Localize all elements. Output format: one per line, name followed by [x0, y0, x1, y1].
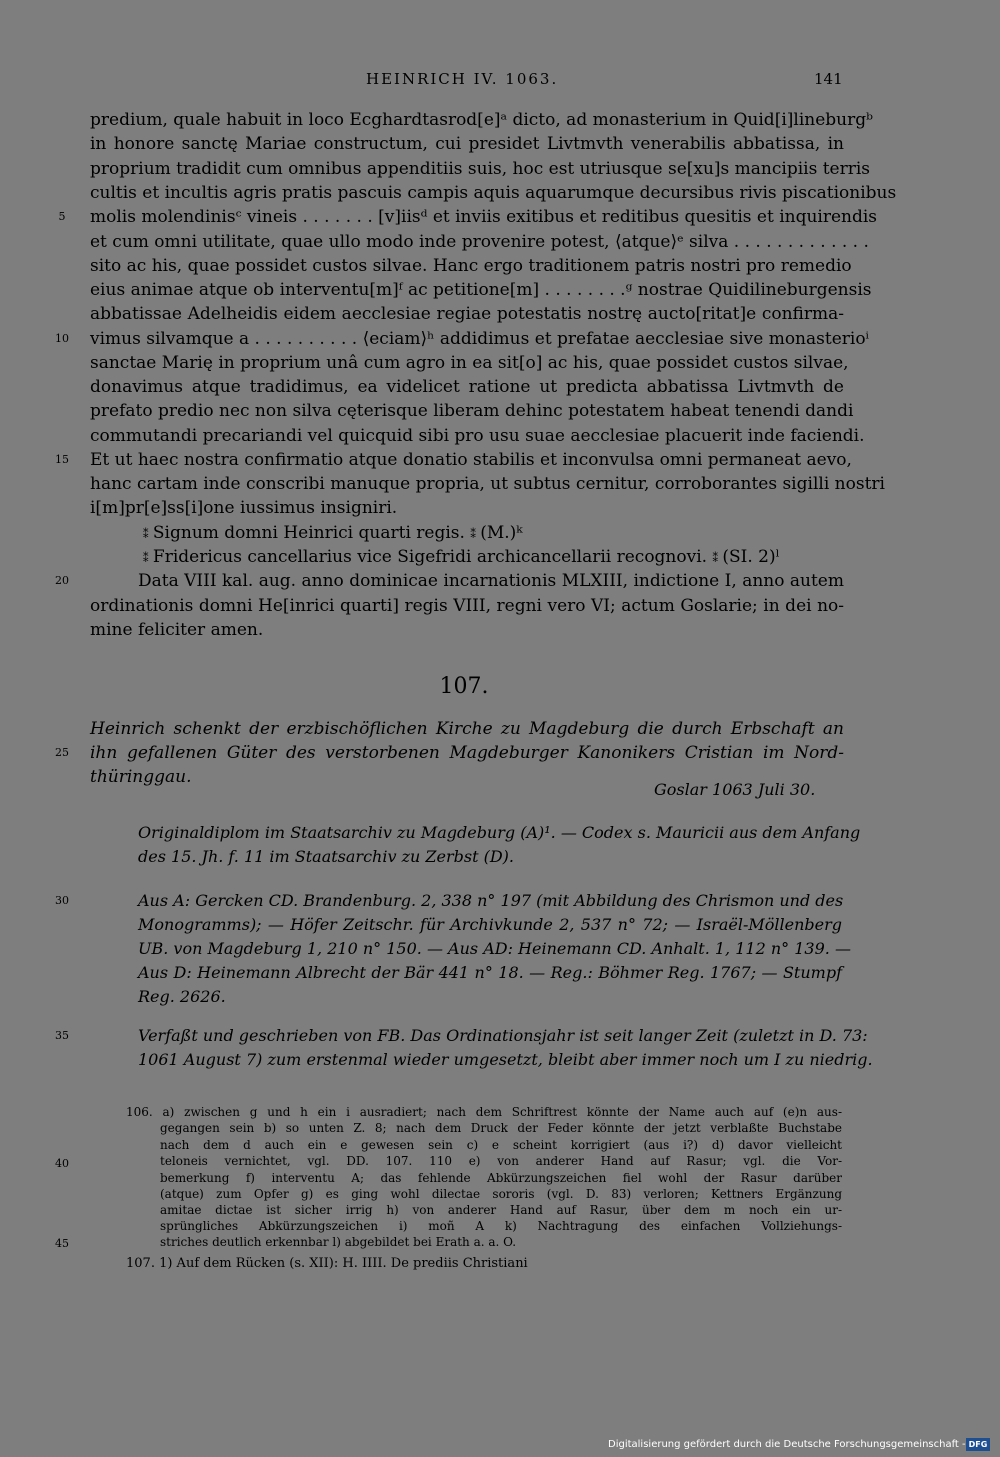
page-number: 141 [814, 70, 843, 88]
line-number: 15 [55, 453, 69, 466]
text-line: vimus silvamque a . . . . . . . . . . ⟨eciam⟩ʰ addidimus et prefatae aecclesiae sive monasterioⁱ [90, 329, 869, 349]
footnote-line: bemerkung f) interventu A; das fehlende Abkürzungszeichen fiel wohl der Rasur darüber [160, 1171, 842, 1185]
recognition-text: Fridericus cancellarius vice Sigefridi archicancellarii recognovi. [152, 547, 708, 567]
editions-line: Monogramms); — Höfer Zeitschr. für Archivkunde 2, 537 n° 72; — Israël-Möllenberg [138, 915, 842, 934]
line-number: 25 [55, 746, 69, 759]
signum-text: Signum domni Heinrici quarti regis. [152, 523, 465, 543]
headnote-line: ihn gefallenen Güter des verstorbenen Magdeburger Kanonikers Cristian im Nord- [90, 743, 844, 763]
footnote-line: (atque) zum Opfer g) es ging wohl dilectae sororis (vgl. D. 83) verloren; Kettners Ergänzung [160, 1187, 842, 1201]
recognition-tail: (SI. 2)ˡ [722, 547, 780, 567]
document-number: 107. [439, 674, 489, 699]
footnote-line: amitae dictae ist sicher irrig h) von anderer Hand auf Rasur, über dem m noch ein ur- [160, 1203, 842, 1217]
headnote-line: Heinrich schenkt der erzbischöflichen Kirche zu Magdeburg die durch Erbschaft an [90, 719, 844, 739]
signum-mark: ⁑ [143, 528, 148, 541]
footnote-line: nach dem d auch ein e gewesen sein c) e scheint korrigiert (aus i?) d) davor vielleicht [160, 1138, 842, 1152]
text-line: sanctae Marię in proprium unâ cum agro in ea sit[o] ac his, quae possidet custos silvae, [90, 353, 849, 373]
editions-line: Aus A: Gercken CD. Brandenburg. 2, 338 n° 197 (mit Abbildung des Chrismon und des [138, 891, 844, 910]
running-title: HEINRICH IV. 1063. [366, 70, 559, 88]
footnote-line: sprüngliches Abkürzungszeichen i) moñ A k) Nachtragung des einfachen Vollziehungs- [160, 1219, 842, 1233]
footnote-line: gegangen sein b) so unten Z. 8; nach dem Druck der Feder könnte der jetzt verblaßte Buchstabe [160, 1121, 842, 1135]
text-line: prefato predio nec non silva cęterisque liberam dehinc potestatem habeat tenendi dandi [90, 401, 854, 421]
footnote-line: teloneis vernichtet, vgl. DD. 107. 110 e) von anderer Hand auf Rasur; vgl. die Vor- [160, 1154, 842, 1168]
text-line: predium, quale habuit in loco Ecghardtasrod[e]ᵃ dicto, ad monasterium in Quid[i]lineburgᵇ [90, 110, 873, 130]
editions-line: Aus D: Heinemann Albrecht der Bär 441 n° 18. — Reg.: Böhmer Reg. 1767; — Stumpf [138, 963, 842, 982]
footnote-line: striches deutlich erkennbar l) abgebildet bei Erath a. a. O. [160, 1235, 517, 1249]
line-number: 35 [55, 1029, 69, 1042]
recognition-line [143, 545, 780, 569]
line-number: 20 [55, 574, 69, 587]
text-line: eius animae atque ob interventu[m]ᶠ ac petitione[m] . . . . . . . .ᵍ nostrae Quidilineburgensis [90, 280, 872, 300]
text-line: sito ac his, quae possidet custos silvae. Hanc ergo traditionem patris nostri pro remedio [90, 256, 852, 276]
tradition-line: Originaldiplom im Staatsarchiv zu Magdeburg (A)¹. — Codex s. Mauricii aus dem Anfang [138, 823, 861, 842]
text-line: abbatissae Adelheidis eidem aecclesiae regiae potestatis nostrę aucto[ritat]e confirma- [90, 304, 844, 324]
text-line: i[m]pr[e]ss[i]one iussimus insigniri. [90, 498, 398, 518]
remarks-line: Verfaßt und geschrieben von FB. Das Ordinationsjahr ist seit langer Zeit (zuletzt in D. 73: [138, 1026, 868, 1045]
text-line: donavimus atque tradidimus, ea videlicet ratione ut predicta abbatissa Livtmvth de [90, 377, 844, 397]
signum-mark: ⁑ [470, 528, 475, 541]
text-line: proprium tradidit cum omnibus appenditiis suis, hoc est utriusque se[xu]s mancipiis terris [90, 159, 871, 179]
text-line: et cum omni utilitate, quae ullo modo inde provenire potest, ⟨atque⟩ᵉ silva . . . . . . . . . . . . . [90, 232, 869, 252]
text-line: cultis et incultis agris pratis pascuis campis aquis aquarumque decursibus rivis piscationibus [90, 183, 897, 203]
text-line: hanc cartam inde conscribi manuque propria, ut subtus cernitur, corroborantes sigilli nostri [90, 474, 885, 494]
tradition-line: des 15. Jh. f. 11 im Staatsarchiv zu Zerbst (D). [138, 847, 514, 866]
text-line: commutandi precariandi vel quicquid sibi pro usu suae aecclesiae placuerit inde faciendi. [90, 426, 865, 446]
funding-note: Digitalisierung gefördert durch die Deutsche Forschungsgemeinschaft - [608, 1439, 966, 1450]
line-number: 30 [55, 894, 69, 907]
signum-mark: ⁑ [712, 552, 717, 565]
signum-mark: ⁑ [143, 552, 148, 565]
running-header [0, 70, 1000, 94]
line-number: 40 [55, 1157, 69, 1170]
editions-line: UB. von Magdeburg 1, 210 n° 150. — Aus AD: Heinemann CD. Anhalt. 1, 112 n° 139. — [138, 939, 851, 958]
text-line: in honore sanctę Mariae constructum, cui presidet Livtmvth venerabilis abbatissa, in [90, 134, 844, 154]
remarks-line: 1061 August 7) zum erstenmal wieder umgesetzt, bleibt aber immer noch um I zu niedrig. [138, 1050, 873, 1069]
signum-line [143, 521, 523, 545]
place-date: Goslar 1063 Juli 30. [654, 780, 816, 799]
text-line: molis molendinisᶜ vineis . . . . . . . [v]iisᵈ et inviis exitibus et reditibus quesitis et inquirendis [90, 207, 878, 227]
footnote-107: 107. 1) Auf dem Rücken (s. XII): H. IIII. De prediis Christiani [126, 1256, 528, 1271]
dating-line: mine feliciter amen. [90, 620, 264, 640]
dating-line: ordinationis domni He[inrici quarti] regis VIII, regni vero VI; actum Goslarie; in dei no- [90, 596, 844, 616]
line-number: 5 [58, 210, 66, 223]
editions-line: Reg. 2626. [138, 987, 226, 1006]
dfg-logo: DFG [966, 1438, 990, 1451]
footnote-line: 106. a) zwischen g und h ein i ausradiert; nach dem Schriftrest könnte der Name auch auf (e)n aus- [126, 1105, 842, 1119]
text-line: Et ut haec nostra confirmatio atque donatio stabilis et inconvulsa omni permaneat aevo, [90, 450, 852, 470]
headnote-line: thüringgau. [90, 767, 192, 787]
line-number: 45 [55, 1237, 69, 1250]
signum-tail: (M.)ᵏ [480, 523, 523, 543]
line-number: 10 [55, 332, 69, 345]
dating-line: Data VIII kal. aug. anno dominicae incarnationis MLXIII, indictione I, anno autem [138, 571, 844, 591]
